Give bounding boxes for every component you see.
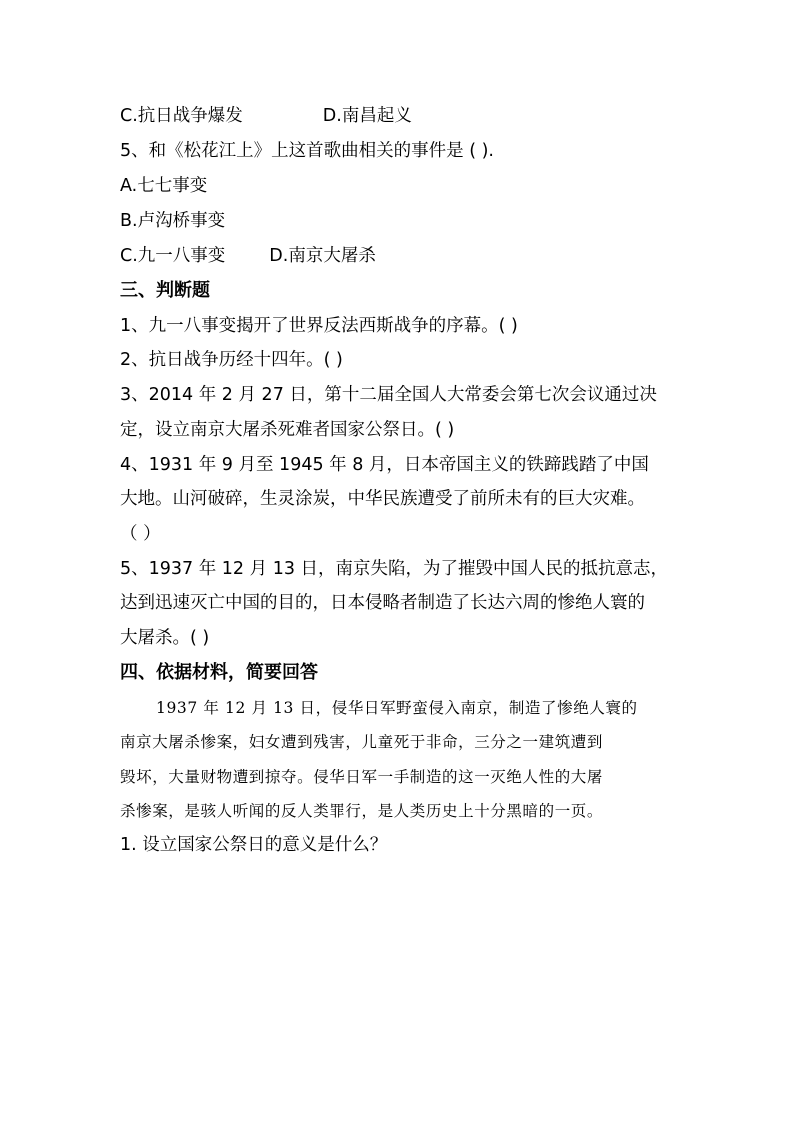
q5-option-b: B.卢沟桥事变 xyxy=(120,211,226,231)
tf-item-4-line-2: 大地。山河破碎，生灵涂炭，中华民族遭受了前所未有的巨大灾难。 xyxy=(120,489,645,509)
tf-item-5-line-1: 5、1937 年 12 月 13 日，南京失陷，为了摧毁中国人民的抵抗意志， xyxy=(120,559,669,579)
section3-heading: 三、判断题 xyxy=(120,280,210,301)
q4-option-c: C.抗日战争爆发 xyxy=(120,106,243,126)
material-line-4: 杀惨案，是骇人听闻的反人类罪行，是人类历史上十分黑暗的一页。 xyxy=(120,802,604,820)
tf-item-4-line-1: 4、1931 年 9 月至 1945 年 8 月，日本帝国主义的铁蹄践踏了中国 xyxy=(120,455,649,475)
section4-heading: 四、依据材料，简要回答 xyxy=(120,662,318,683)
q5-option-a: A.七七事变 xyxy=(120,176,208,196)
q5-option-c: C.九一八事变 xyxy=(120,246,226,266)
q5-option-d: D.南京大屠杀 xyxy=(269,246,376,266)
tf-item-3-line-1: 3、2014 年 2 月 27 日，第十二届全国人大常委会第七次会议通过决 xyxy=(120,385,657,405)
material-line-1: 1937 年 12 月 13 日，侵华日军野蛮侵入南京，制造了惨绝人寰的 xyxy=(156,699,638,717)
tf-item-5-line-2: 达到迅速灭亡中国的目的，日本侵略者制造了长达六周的惨绝人寰的 xyxy=(120,593,645,613)
q4-option-d: D.南昌起义 xyxy=(322,106,412,126)
material-line-2: 南京大屠杀惨案，妇女遭到残害，儿童死于非命，三分之一建筑遭到 xyxy=(120,733,604,751)
q5-stem: 5、和《松花江上》上这首歌曲相关的事件是 ( ). xyxy=(120,141,494,161)
q5-options-cd-row xyxy=(120,244,376,268)
tf-item-1: 1、九一八事变揭开了世界反法西斯战争的序幕。( ) xyxy=(120,316,518,336)
tf-item-2: 2、抗日战争历经十四年。( ) xyxy=(120,350,343,370)
tf-item-3-line-2: 定，设立南京大屠杀死难者国家公祭日。( ) xyxy=(120,420,455,440)
section4-question-1: 1. 设立国家公祭日的意义是什么？ xyxy=(120,835,388,855)
material-line-3: 毁坏，大量财物遭到掠夺。侵华日军一手制造的这一灭绝人性的大屠 xyxy=(120,768,604,786)
q4-options-row xyxy=(120,104,412,128)
tf-item-4-line-3: （ ） xyxy=(120,524,161,544)
tf-item-5-line-3: 大屠杀。( ) xyxy=(120,628,210,648)
